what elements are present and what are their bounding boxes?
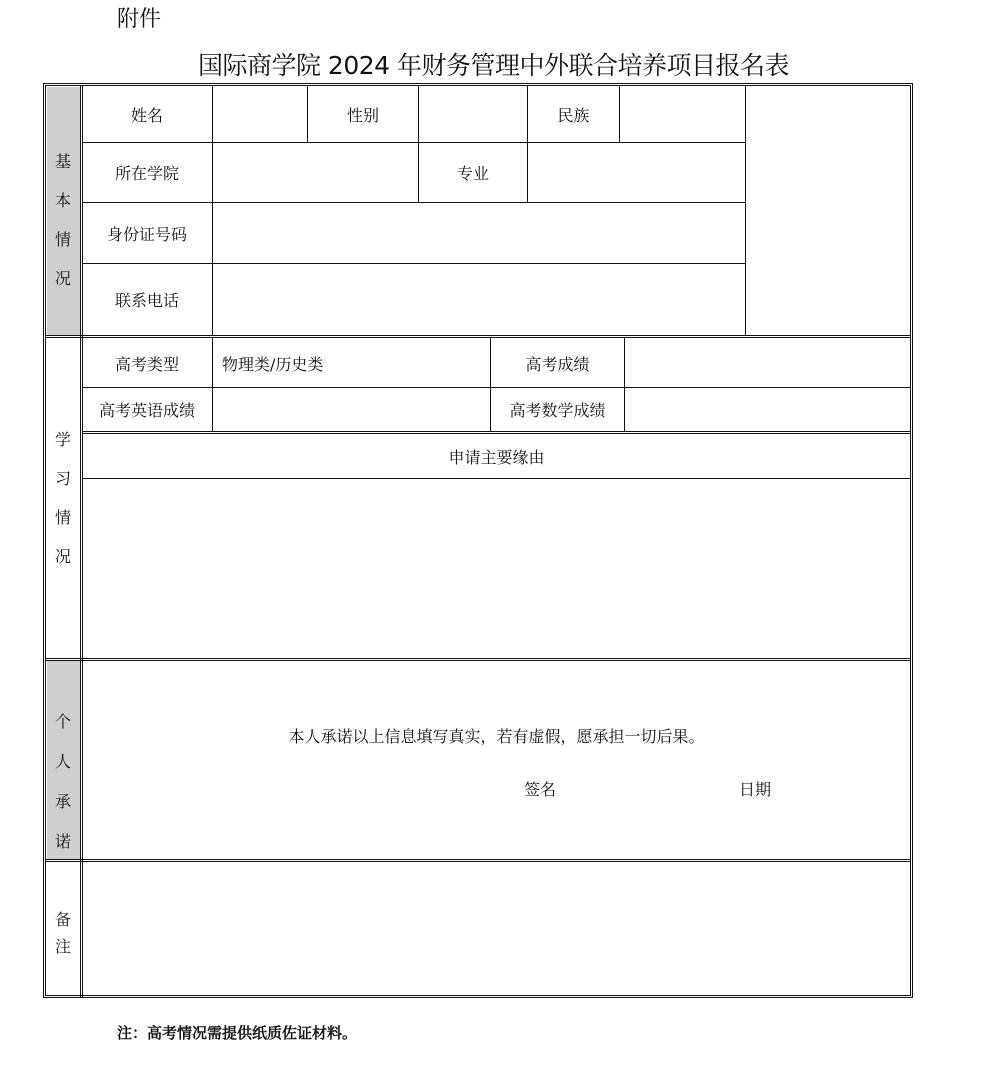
exam-score-label: 高考成绩 <box>525 354 590 374</box>
reason-header: 申请主要缘由 <box>448 447 545 467</box>
divider <box>212 86 213 335</box>
english-score-label: 高考英语成绩 <box>98 401 195 420</box>
footnote: 注：高考情况需提供纸质佐证材料。 <box>117 1024 358 1042</box>
divider <box>46 658 911 661</box>
pledge-section-label: 个 人 承 诺 <box>54 712 71 851</box>
divider <box>212 338 213 431</box>
divider <box>46 335 911 338</box>
exam-type-label: 高考类型 <box>114 354 179 374</box>
math-score-label: 高考数学成绩 <box>509 401 606 420</box>
signature-label: 签名 <box>523 779 556 799</box>
pledge-statement: 本人承诺以上信息填写真实，若有虚假，愿承担一切后果。 <box>288 726 705 746</box>
remarks-section-label: 备 注 <box>54 910 71 956</box>
phone-label: 联系电话 <box>114 291 179 310</box>
exam-type-value: 物理类/历史类 <box>222 354 324 374</box>
date-label: 日期 <box>738 779 771 799</box>
divider <box>46 859 911 862</box>
id-number-label: 身份证号码 <box>106 224 187 244</box>
ethnicity-label: 民族 <box>557 106 590 125</box>
attachment-label: 附件 <box>117 7 162 32</box>
name-label: 姓名 <box>130 106 163 125</box>
divider <box>745 86 746 335</box>
study-section-label: 学 习 情 况 <box>54 430 71 566</box>
gender-label: 性别 <box>346 106 379 125</box>
divider <box>82 478 911 479</box>
divider <box>619 86 620 142</box>
major-label: 专业 <box>456 164 489 183</box>
form-title: 国际商学院 2024 年财务管理中外联合培养项目报名表 <box>197 51 790 80</box>
divider <box>624 338 625 431</box>
basic-section-label: 基 本 情 况 <box>54 152 71 288</box>
college-label: 所在学院 <box>114 164 179 183</box>
